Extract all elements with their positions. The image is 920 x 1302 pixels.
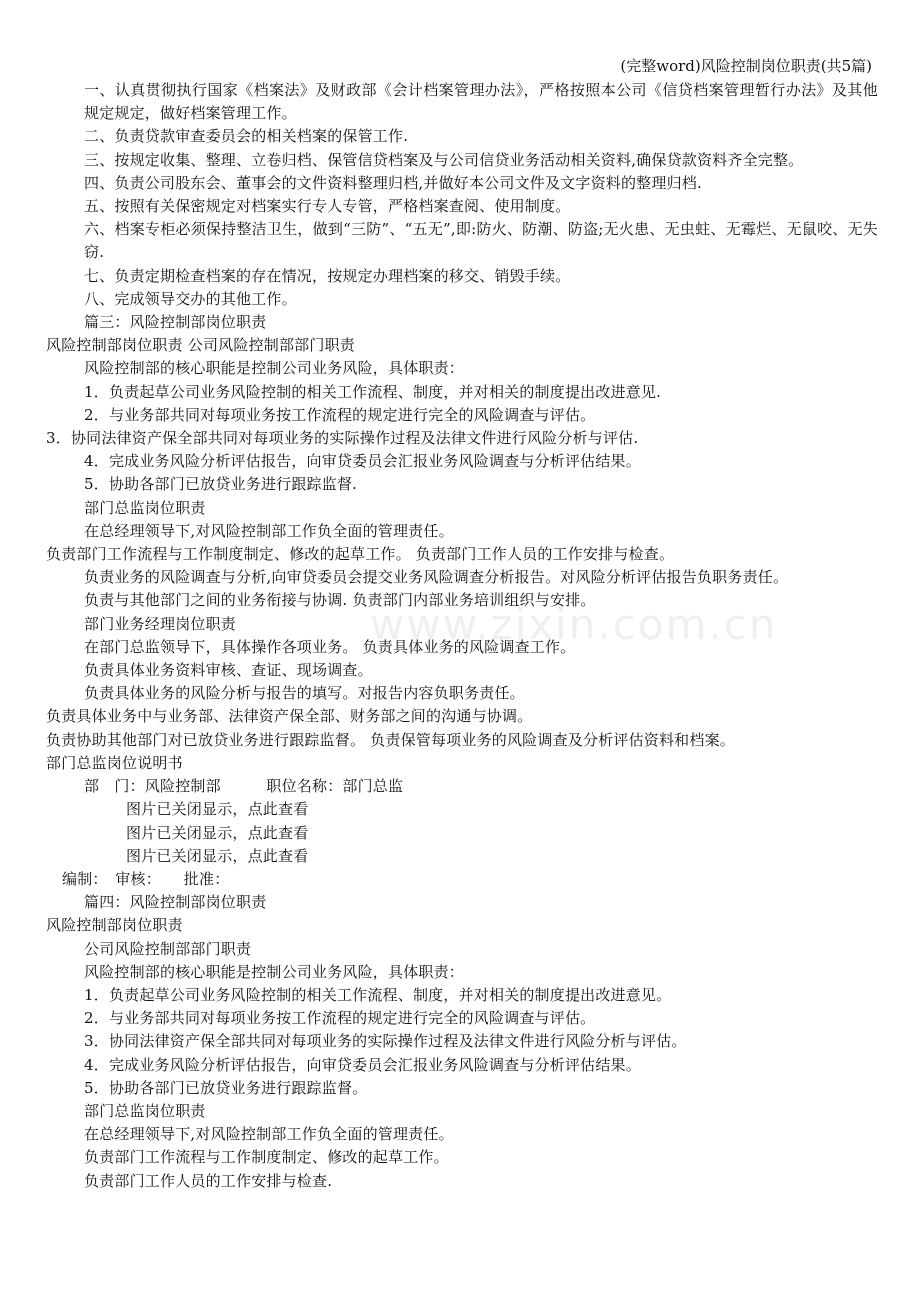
text-line: 负责部门工作流程与工作制度制定、修改的起草工作。: [84, 1148, 449, 1167]
text-line: 部门总监岗位职责: [84, 498, 206, 517]
text-line: 负责具体业务资料审核、查证、现场调查。: [84, 661, 373, 680]
text-line: 在总经理领导下,对风险控制部工作负全面的管理责任。: [84, 1125, 454, 1144]
text-line: 三、按规定收集、整理、立卷归档、保管信贷档案及与公司信贷业务活动相关资料,确保贷款资料齐全完整。: [84, 150, 804, 169]
document-body: [46, 79, 878, 1193]
text-line: 负责与其他部门之间的业务衔接与协调. 负责部门内部业务培训组织与安排。: [84, 591, 596, 610]
text-line: 3．协同法律资产保全部共同对每项业务的实际操作过程及法律文件进行风险分析与评估。: [84, 1032, 687, 1051]
text-line: 图片已关闭显示，点此查看: [126, 800, 309, 819]
text-line: 3．协同法律资产保全部共同对每项业务的实际操作过程及法律文件进行风险分析与评估.: [46, 429, 639, 448]
text-line: 在总经理领导下,对风险控制部工作负全面的管理责任。: [84, 521, 454, 540]
text-line: 图片已关闭显示，点此查看: [126, 823, 309, 842]
text-line: 5．协助各部门已放贷业务进行跟踪监督.: [84, 475, 358, 494]
text-line: 4．完成业务风险分析评估报告，向审贷委员会汇报业务风险调查与分析评估结果。: [84, 452, 641, 471]
text-line: 五、按照有关保密规定对档案实行专人专管，严格档案查阅、使用制度。: [84, 197, 571, 216]
text-line: 二、负责贷款审查委员会的相关档案的保管工作.: [84, 127, 409, 146]
text-line: 1．负责起草公司业务风险控制的相关工作流程、制度，并对相关的制度提出改进意见.: [84, 382, 662, 401]
text-line: 公司风险控制部部门职责: [84, 939, 252, 958]
text-line: 篇三：风险控制部岗位职责: [84, 313, 267, 332]
text-line: 六、档案专柜必须保持整洁卫生，做到“三防”、“五无”,即:防火、防潮、防盗;无火患、无虫蛀、无霉烂、无鼠咬、无失窃.: [84, 220, 878, 262]
text-line: 4．完成业务风险分析评估报告，向审贷委员会汇报业务风险调查与分析评估结果。: [84, 1055, 641, 1074]
text-line: 部 门：风险控制部 职位名称：部门总监: [84, 777, 404, 796]
text-line: 负责业务的风险调查与分析,向审贷委员会提交业务风险调查分析报告。对风险分析评估报告负职务责任。: [84, 568, 789, 587]
text-line: 负责具体业务的风险分析与报告的填写。对报告内容负职务责任。: [84, 684, 525, 703]
text-line: 2．与业务部共同对每项业务按工作流程的规定进行完全的风险调查与评估。: [84, 405, 596, 424]
text-line: 风险控制部的核心职能是控制公司业务风险，具体职责：: [84, 962, 465, 981]
document-header-title: (完整word)风险控制岗位职责(共5篇): [620, 57, 872, 75]
text-line: 四、负责公司股东会、董事会的文件资料整理归档,并做好本公司文件及文字资料的整理归档.: [84, 173, 702, 192]
text-line: 部门总监岗位说明书: [46, 753, 183, 772]
text-line: 负责部门工作人员的工作安排与检查.: [84, 1171, 333, 1190]
text-line: 风险控制部的核心职能是控制公司业务风险，具体职责：: [84, 359, 465, 378]
text-line: 在部门总监领导下，具体操作各项业务。 负责具体业务的风险调查工作。: [84, 637, 576, 656]
text-line: 七、负责定期检查档案的存在情况，按规定办理档案的移交、销毁手续。: [84, 266, 571, 285]
text-line: 部门业务经理岗位职责: [84, 614, 237, 633]
text-line: 图片已关闭显示，点此查看: [126, 846, 309, 865]
watermark: www.zixin.com.cn: [370, 600, 778, 649]
text-line: 部门总监岗位职责: [84, 1101, 206, 1120]
text-line: 负责协助其他部门对已放贷业务进行跟踪监督。 负责保管每项业务的风险调查及分析评估资料和档案。: [46, 730, 735, 749]
text-line: 2．与业务部共同对每项业务按工作流程的规定进行完全的风险调查与评估。: [84, 1009, 596, 1028]
text-line: 八、完成领导交办的其他工作。: [84, 289, 297, 308]
text-line: 篇四：风险控制部岗位职责: [84, 893, 267, 912]
text-line: 5．协助各部门已放贷业务进行跟踪监督。: [84, 1078, 368, 1097]
text-line: 负责部门工作流程与工作制度制定、修改的起草工作。 负责部门工作人员的工作安排与检查。: [46, 545, 675, 564]
text-line: 风险控制部岗位职责 公司风险控制部部门职责: [46, 336, 355, 355]
text-line: 风险控制部岗位职责: [46, 916, 183, 935]
text-line: 编制： 审核： 批准：: [62, 869, 230, 888]
text-line: 1．负责起草公司业务风险控制的相关工作流程、制度，并对相关的制度提出改进意见。: [84, 985, 672, 1004]
text-line: 负责具体业务中与业务部、法律资产保全部、财务部之间的沟通与协调。: [46, 707, 533, 726]
text-line: 一、认真贯彻执行国家《档案法》及财政部《会计档案管理办法》，严格按照本公司《信贷档案管理暂行办法》及其他规定规定，做好档案管理工作。: [84, 81, 878, 123]
